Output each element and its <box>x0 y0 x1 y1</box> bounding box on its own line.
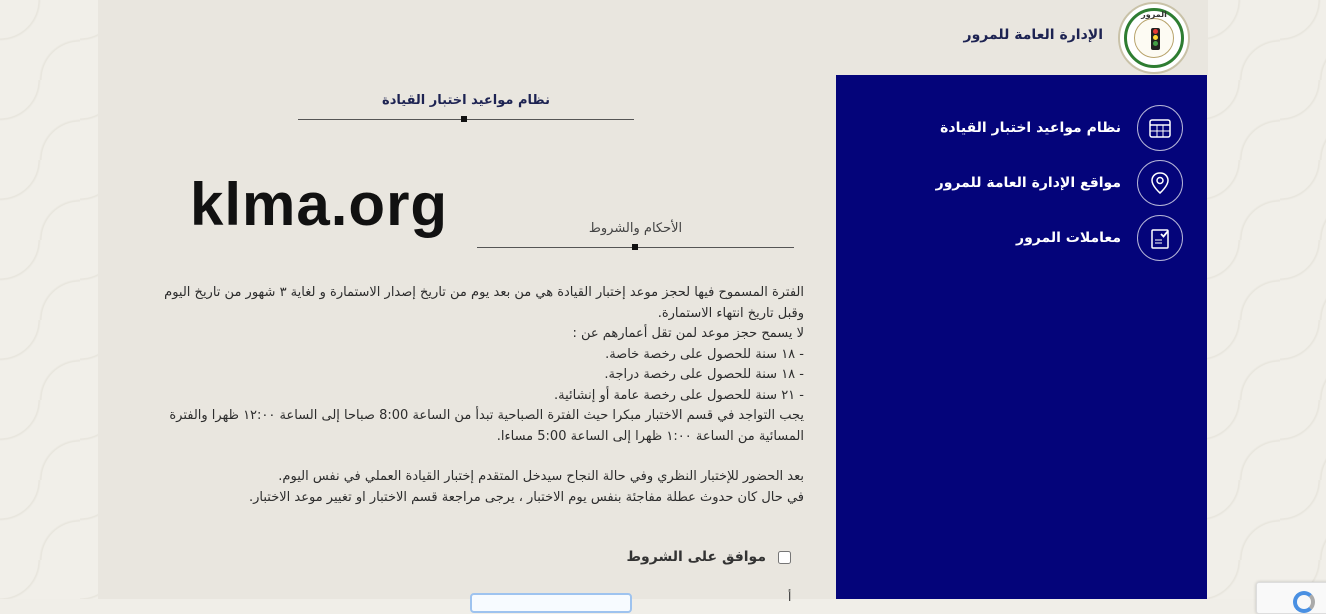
terms-title: الأحكام والشروط <box>588 221 683 236</box>
calendar-icon <box>1137 105 1183 151</box>
terms-line: بعد الحضور للإختبار النظري وفي حالة النجاح سيدخل المتقدم إختبار القيادة العملي في نفس اليوم. <box>278 469 804 484</box>
agree-terms[interactable] <box>627 549 791 565</box>
sidebar-item-label: نظام مواعيد اختبار القيادة <box>940 120 1121 136</box>
header <box>836 0 1208 75</box>
logo-text: المرور <box>1141 10 1167 19</box>
terms-text <box>140 283 804 508</box>
terms-line: في حال كان حدوث عطلة مفاجئة بنفس يوم الاختبار ، يرجى مراجعة قسم الاختبار او تغيير موعد الاختبار. <box>249 489 804 505</box>
agree-checkbox[interactable] <box>778 551 791 564</box>
location-pin-icon <box>1137 160 1183 206</box>
traffic-logo[interactable] <box>1118 2 1190 74</box>
sidebar <box>836 75 1207 599</box>
terms-line: لا يسمح حجز موعد لمن تقل أعمارهم عن : <box>572 326 804 341</box>
terms-line: - ٢١ سنة للحصول على رخصة عامة أو إنشائية. <box>553 387 804 403</box>
recaptcha-badge[interactable] <box>1256 582 1326 614</box>
terms-line: - ١٨ سنة للحصول على رخصة خاصة. <box>605 346 804 362</box>
date-select-input[interactable] <box>470 593 632 613</box>
sidebar-item-locations[interactable] <box>936 159 1183 207</box>
sidebar-item-label: مواقع الإدارة العامة للمرور <box>935 175 1121 191</box>
cut-label: أ <box>788 590 792 604</box>
sidebar-item-transactions[interactable] <box>1016 214 1183 262</box>
title-divider <box>298 119 634 120</box>
terms-line <box>140 447 804 467</box>
terms-divider <box>477 247 794 248</box>
page-title: نظام مواعيد اختبار القيادة <box>382 93 550 108</box>
org-title: الإدارة العامة للمرور <box>963 27 1103 43</box>
sidebar-item-label: معاملات المرور <box>1016 230 1121 246</box>
divider-dot <box>632 244 638 250</box>
terms-line: يجب التواجد في قسم الاختبار مبكرا حيث الفترة الصباحية تبدأ من الساعة 8:00 صباحا إلى الساعة ١٢:٠٠ ظهرا والفترة المسائية من الساعة ١:٠٠ ظهرا إلى الساعة 5:00 مساءا. <box>169 408 804 444</box>
recaptcha-icon <box>1293 591 1315 613</box>
divider-dot <box>461 116 467 122</box>
document-check-icon <box>1137 215 1183 261</box>
sidebar-item-driving-test[interactable] <box>940 104 1183 152</box>
terms-line: الفترة المسموح فيها لحجز موعد إختبار القيادة هي من بعد يوم من تاريخ إصدار الاستمارة و لغاية ٣ شهور من تاريخ اليوم وقبل تاريخ انتهاء الاستمارة. <box>164 285 804 321</box>
agree-label: موافق على الشروط <box>626 549 766 565</box>
traffic-light-icon <box>1151 28 1160 50</box>
terms-line: - ١٨ سنة للحصول على رخصة دراجة. <box>604 367 804 382</box>
watermark-text: klma.org <box>190 171 449 238</box>
